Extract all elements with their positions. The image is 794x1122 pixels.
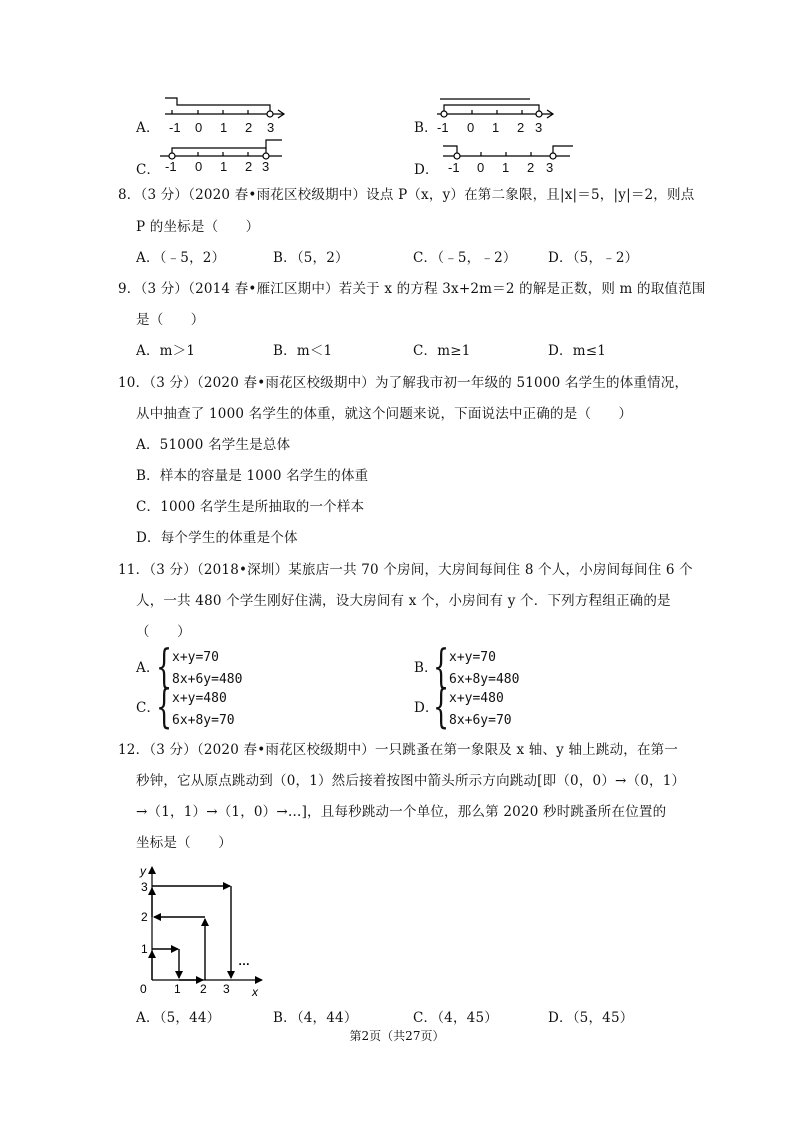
- q10-option-d[interactable]: D．每个学生的体重是个体: [136, 530, 298, 546]
- q8-stem-line1: 8．（3 分）（2020 春•雨花区校级期中）设点 P（x，y）在第二象限，且|x|＝5，|y|＝2，则点: [118, 187, 695, 203]
- q9-stem-line2: 是（ ）: [136, 312, 205, 328]
- q7-option-b-label[interactable]: B．: [414, 120, 438, 136]
- q7-option-b-number-line: [437, 94, 567, 136]
- continuation-ellipsis: …: [238, 954, 250, 968]
- x-tick-3: 3: [223, 982, 230, 996]
- q9-option-b[interactable]: B．m＜1: [273, 343, 333, 359]
- x-tick-2: 2: [200, 982, 207, 996]
- brace-icon: {: [433, 679, 450, 733]
- q9-option-a[interactable]: A．m＞1: [136, 343, 196, 359]
- q12-option-a[interactable]: A．（5，44）: [136, 1010, 221, 1026]
- q10-stem-line2: 从中抽查了 1000 名学生的体重，就这个问题来说，下面说法中正确的是（ ）: [136, 406, 633, 422]
- q12-stem-line2: 秒钟，它从原点跳动到（0，1）然后接着按图中箭头所示方向跳动[即（0，0）→（0，1）: [136, 773, 686, 789]
- q12-stem-line1: 12．（3 分）（2020 春•雨花区校级期中）一只跳蚤在第一象限及 x 轴、y 轴上跳动，在第一: [118, 742, 679, 758]
- q12-option-c[interactable]: C．（4，45）: [413, 1010, 498, 1026]
- q11-option-b-eq1: x+y=70: [449, 650, 496, 665]
- q11-option-b-eq2: 6x+8y=480: [449, 672, 520, 687]
- y-tick-3: 3: [141, 880, 148, 894]
- q9-option-c[interactable]: C．m≥1: [413, 343, 471, 359]
- q11-option-d-label: D．: [414, 700, 439, 716]
- page-footer: 第2页（共27页）: [349, 1029, 445, 1043]
- y-tick-1: 1: [141, 942, 148, 956]
- q9-option-d[interactable]: D．m≤1: [548, 343, 607, 359]
- q8-option-d[interactable]: D．（5，﹣2）: [548, 250, 639, 266]
- q9-stem-line1: 9．（3 分）（2014 春•雁江区期中）若关于 x 的方程 3x+2m＝2 的解是正数，则 m 的取值范围: [118, 281, 706, 297]
- q11-option-d-eq2: 8x+6y=70: [449, 713, 512, 728]
- brace-icon: {: [433, 639, 450, 693]
- q11-stem-line3: （ ）: [136, 624, 191, 640]
- q8-option-c[interactable]: C．（﹣5，﹣2）: [413, 250, 517, 266]
- q11-option-b-label: B．: [414, 660, 438, 676]
- q12-option-d[interactable]: D．（5，45）: [548, 1010, 634, 1026]
- q11-option-a-label: A．: [136, 660, 160, 676]
- q12-stem-line4: 坐标是（ ）: [136, 835, 232, 851]
- brace-icon: {: [156, 679, 173, 733]
- q11-option-a-eq1: x+y=70: [172, 650, 219, 665]
- q8-option-a[interactable]: A．（﹣5，2）: [136, 250, 226, 266]
- q10-option-a[interactable]: A．51000 名学生是总体: [136, 437, 291, 453]
- q10-stem-line1: 10．（3 分）（2020 春•雨花区校级期中）为了解我市初一年级的 51000 名学生的体重情况，: [118, 375, 689, 391]
- y-tick-2: 2: [141, 910, 148, 924]
- q7-option-c-label[interactable]: C．: [136, 162, 161, 178]
- q11-option-c-label: C．: [136, 700, 161, 716]
- q12-stem-line3: →（1，1）→（1，0）→…]，且每秒跳动一个单位，那么第 2020 秒时跳蚤所在位置的: [136, 804, 667, 820]
- q8-stem-line2: P 的坐标是（ ）: [136, 219, 260, 235]
- q10-option-c[interactable]: C．1000 名学生是所抽取的一个样本: [136, 499, 365, 515]
- q11-stem-line2: 人，一共 480 个学生刚好住满，设大房间有 x 个，小房间有 y 个．下列方程组正确的是: [136, 593, 671, 609]
- q11-stem-line1: 11．（3 分）（2018•深圳）某旅店一共 70 个房间，大房间每间住 8 个人，小房间每间住 6 个: [118, 562, 693, 578]
- q8-option-b[interactable]: B．（5，2）: [273, 250, 349, 266]
- q12-option-b[interactable]: B．（4，44）: [273, 1010, 358, 1026]
- q7-option-d-number-line: [443, 138, 578, 180]
- q11-option-c-eq2: 6x+8y=70: [172, 713, 235, 728]
- q7-option-a-label[interactable]: A．: [136, 120, 160, 136]
- origin-label: 0: [140, 982, 147, 996]
- q10-option-b[interactable]: B．样本的容量是 1000 名学生的体重: [136, 468, 369, 484]
- brace-icon: {: [156, 639, 173, 693]
- q11-option-d-eq1: x+y=480: [449, 691, 504, 706]
- q11-option-c-eq1: x+y=480: [172, 691, 227, 706]
- q11-option-a-eq2: 8x+6y=480: [172, 672, 243, 687]
- y-axis-label: y: [140, 864, 146, 878]
- q7-option-d-label[interactable]: D．: [414, 162, 439, 178]
- x-tick-1: 1: [174, 982, 181, 996]
- x-axis-label: x: [252, 985, 258, 999]
- q12-flea-path-graph: [130, 855, 270, 1005]
